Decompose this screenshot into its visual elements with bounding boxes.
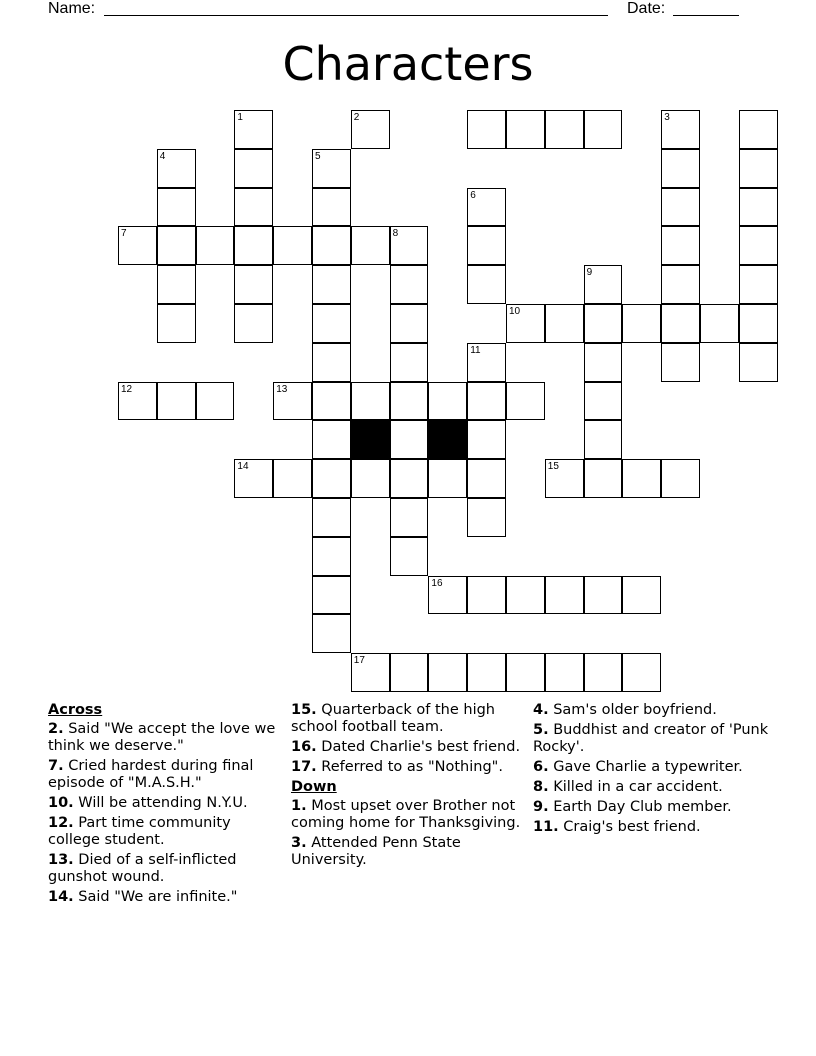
- grid-cell[interactable]: [739, 149, 778, 188]
- clue-text: Part time community college student.: [48, 815, 231, 848]
- grid-cell[interactable]: [351, 382, 390, 421]
- clue-number-12: 12: [121, 383, 133, 395]
- across-clue: [48, 795, 280, 812]
- clue-number: 15.: [291, 702, 317, 718]
- clue-number-2: 2: [353, 112, 360, 123]
- clue-text: Buddhist and creator of 'Punk Rocky'.: [533, 722, 769, 755]
- grid-cell[interactable]: [622, 304, 661, 343]
- grid-cell[interactable]: [390, 653, 429, 692]
- grid-cell[interactable]: [700, 304, 739, 343]
- clue-number: 6.: [533, 759, 549, 775]
- grid-cell[interactable]: [739, 110, 778, 149]
- clue-text: Cried hardest during final episode of "M.A.S.H.": [48, 758, 254, 791]
- grid-cell[interactable]: [390, 304, 429, 343]
- grid-cell[interactable]: [506, 576, 545, 615]
- down-clue: [533, 779, 773, 796]
- clue-number: 14.: [48, 889, 74, 905]
- across-clue: [291, 739, 527, 756]
- across-clues-column: [48, 702, 280, 909]
- grid-cell[interactable]: [234, 149, 273, 188]
- clue-number: 4.: [533, 702, 549, 718]
- grid-cell[interactable]: [312, 188, 351, 227]
- grid-cell[interactable]: [545, 576, 584, 615]
- grid-cell[interactable]: [390, 382, 429, 421]
- grid-cell[interactable]: [390, 265, 429, 304]
- clue-text: Died of a self-inflicted gunshot wound.: [48, 852, 237, 885]
- grid-cell[interactable]: [312, 614, 351, 653]
- grid-cell[interactable]: [467, 498, 506, 537]
- down-clue: [533, 819, 773, 836]
- grid-cell[interactable]: [584, 110, 623, 149]
- clue-text: Killed in a car accident.: [548, 779, 723, 795]
- date-field[interactable]: [673, 15, 739, 16]
- grid-cell[interactable]: [661, 226, 700, 265]
- grid-cell[interactable]: [157, 382, 196, 421]
- grid-cell[interactable]: [390, 537, 429, 576]
- grid-cell[interactable]: [390, 420, 429, 459]
- grid-cell[interactable]: [157, 188, 196, 227]
- clue-number: 5.: [533, 722, 549, 738]
- clue-number: 7.: [48, 758, 64, 774]
- clue-number: 2.: [48, 721, 64, 737]
- clue-number-13: 13: [276, 383, 288, 395]
- clue-number: 16.: [291, 739, 317, 755]
- clue-number-8: 8: [392, 228, 399, 240]
- grid-cell[interactable]: [622, 653, 661, 692]
- clues-column-middle: [291, 702, 527, 872]
- grid-cell[interactable]: [234, 304, 273, 343]
- grid-cell[interactable]: [312, 226, 351, 265]
- clue-number-7: 7: [121, 228, 127, 240]
- grid-cell[interactable]: [234, 226, 273, 265]
- across-clue: [48, 758, 280, 792]
- date-label: Date:: [627, 0, 666, 17]
- clue-number: 11.: [533, 819, 559, 835]
- clue-number-10: 10: [509, 306, 521, 317]
- grid-cell[interactable]: [739, 304, 778, 343]
- grid-cell[interactable]: [584, 382, 623, 421]
- down-clue: [533, 759, 773, 776]
- down-heading: Down: [291, 779, 337, 795]
- grid-cell[interactable]: [506, 653, 545, 692]
- grid-cell[interactable]: [661, 149, 700, 188]
- clue-number-17: 17: [353, 655, 365, 667]
- grid-cell[interactable]: [584, 459, 623, 498]
- grid-cell[interactable]: [584, 343, 623, 382]
- clue-text: Attended Penn State University.: [291, 835, 461, 868]
- grid-cell[interactable]: [312, 537, 351, 576]
- worksheet-header: [48, 0, 748, 22]
- across-clue: [48, 721, 280, 755]
- grid-cell[interactable]: [506, 110, 545, 149]
- grid-cell[interactable]: [467, 420, 506, 459]
- grid-cell[interactable]: [739, 265, 778, 304]
- across-clue: [48, 815, 280, 849]
- across-clue: [291, 702, 527, 736]
- grid-cell[interactable]: [390, 459, 429, 498]
- grid-cell[interactable]: [739, 226, 778, 265]
- grid-cell[interactable]: [467, 382, 506, 421]
- clue-number: 12.: [48, 815, 74, 831]
- grid-cell[interactable]: [312, 304, 351, 343]
- clue-number: 17.: [291, 759, 317, 775]
- down-clue: [533, 702, 773, 719]
- grid-block: [428, 420, 467, 459]
- grid-cell[interactable]: [545, 110, 584, 149]
- down-clue: [533, 722, 773, 756]
- grid-cell[interactable]: [234, 188, 273, 227]
- clue-text: Said "We accept the love we think we deserve.": [48, 721, 276, 754]
- down-clue: [291, 798, 527, 832]
- page-title: Characters: [282, 37, 534, 91]
- clue-text: Quarterback of the high school football team.: [291, 702, 495, 735]
- grid-cell[interactable]: [273, 459, 312, 498]
- grid-cell[interactable]: [312, 343, 351, 382]
- clue-text: Gave Charlie a typewriter.: [548, 759, 743, 775]
- grid-cell[interactable]: [661, 304, 700, 343]
- grid-cell[interactable]: [506, 382, 545, 421]
- clue-number-9: 9: [586, 267, 593, 279]
- grid-cell[interactable]: [157, 226, 196, 265]
- clue-text: Most upset over Brother not coming home for Thanksgiving.: [291, 798, 521, 831]
- grid-cell[interactable]: [584, 653, 623, 692]
- grid-cell[interactable]: [545, 653, 584, 692]
- grid-cell[interactable]: [312, 459, 351, 498]
- grid-cell[interactable]: [661, 343, 700, 382]
- grid-cell[interactable]: [312, 382, 351, 421]
- grid-cell[interactable]: [584, 304, 623, 343]
- grid-cell[interactable]: [428, 459, 467, 498]
- name-field[interactable]: [104, 15, 608, 16]
- grid-cell[interactable]: [622, 576, 661, 615]
- grid-cell[interactable]: [467, 265, 506, 304]
- clue-number: 8.: [533, 779, 549, 795]
- grid-cell[interactable]: [428, 653, 467, 692]
- grid-cell[interactable]: [661, 265, 700, 304]
- clue-number-1: 1: [237, 112, 243, 123]
- across-clue: [48, 889, 280, 906]
- grid-cell[interactable]: [157, 265, 196, 304]
- grid-cell[interactable]: [467, 459, 506, 498]
- clue-number-14: 14: [237, 461, 249, 473]
- grid-cell[interactable]: [467, 576, 506, 615]
- down-clue: [291, 835, 527, 869]
- grid-block: [351, 420, 390, 459]
- clue-text: Said "We are infinite.": [73, 889, 238, 905]
- grid-cell[interactable]: [661, 459, 700, 498]
- clue-number-4: 4: [159, 150, 166, 162]
- clue-text: Dated Charlie's best friend.: [316, 739, 521, 755]
- clue-number: 9.: [533, 799, 549, 815]
- grid-cell[interactable]: [467, 110, 506, 149]
- grid-cell[interactable]: [234, 265, 273, 304]
- name-label: Name:: [48, 0, 96, 17]
- down-clue: [533, 799, 773, 816]
- across-heading: Across: [48, 702, 103, 718]
- across-clue: [291, 759, 527, 776]
- clue-number-3: 3: [664, 112, 670, 123]
- clue-number: 13.: [48, 852, 74, 868]
- grid-cell[interactable]: [312, 498, 351, 537]
- clue-number-11: 11: [470, 344, 481, 356]
- clue-text: Will be attending N.Y.U.: [73, 795, 248, 811]
- grid-cell[interactable]: [739, 343, 778, 382]
- grid-cell[interactable]: [312, 420, 351, 459]
- grid-cell[interactable]: [312, 265, 351, 304]
- clue-number: 3.: [291, 835, 307, 851]
- grid-cell[interactable]: [584, 420, 623, 459]
- grid-cell[interactable]: [661, 188, 700, 227]
- clue-text: Earth Day Club member.: [548, 799, 732, 815]
- grid-cell[interactable]: [622, 459, 661, 498]
- clue-number-6: 6: [470, 189, 476, 201]
- clue-text: Sam's older boyfriend.: [548, 702, 717, 718]
- clue-text: Referred to as "Nothing".: [316, 759, 503, 775]
- grid-cell[interactable]: [584, 576, 623, 615]
- clue-number-15: 15: [547, 461, 559, 473]
- grid-cell[interactable]: [545, 304, 584, 343]
- grid-cell[interactable]: [273, 226, 312, 265]
- grid-cell[interactable]: [428, 382, 467, 421]
- grid-cell[interactable]: [390, 498, 429, 537]
- grid-cell[interactable]: [351, 226, 390, 265]
- across-clue: [48, 852, 280, 886]
- grid-cell[interactable]: [467, 653, 506, 692]
- clue-number: 10.: [48, 795, 74, 811]
- clue-number-16: 16: [431, 577, 443, 589]
- grid-cell[interactable]: [196, 382, 235, 421]
- clue-text: Craig's best friend.: [558, 819, 701, 835]
- grid-cell[interactable]: [196, 226, 235, 265]
- clues-column-right: [533, 702, 773, 839]
- clue-number-5: 5: [315, 150, 321, 162]
- grid-cell[interactable]: [467, 226, 506, 265]
- grid-cell[interactable]: [739, 188, 778, 227]
- grid-cell[interactable]: [351, 459, 390, 498]
- grid-cell[interactable]: [157, 304, 196, 343]
- grid-cell[interactable]: [312, 576, 351, 615]
- clue-number: 1.: [291, 798, 307, 814]
- grid-cell[interactable]: [390, 343, 429, 382]
